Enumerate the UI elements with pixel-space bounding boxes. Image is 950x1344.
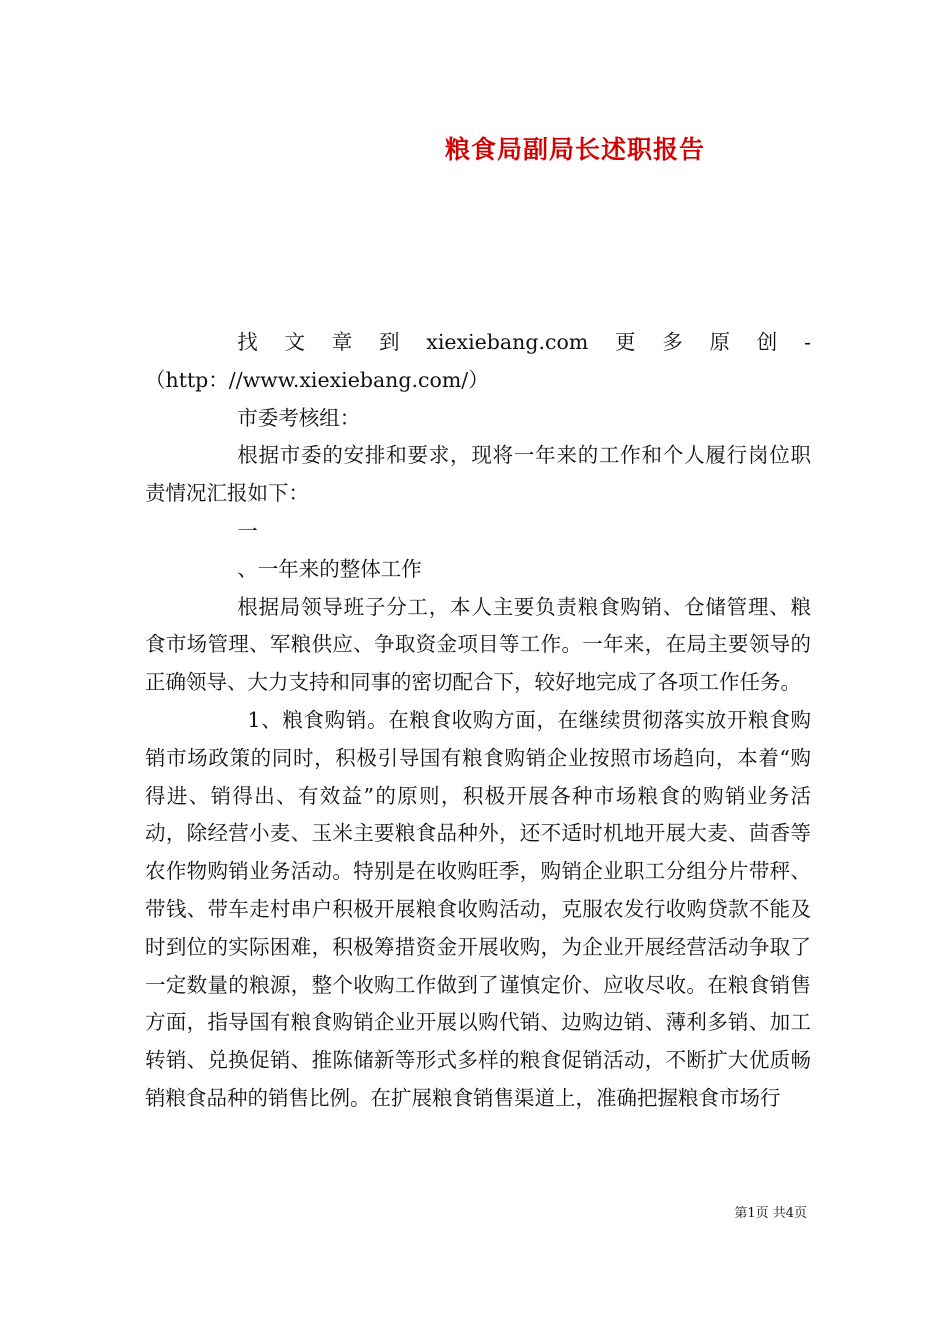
intro-paragraph: 根据市委的安排和要求，现将一年来的工作和个人履行岗位职责情况汇报如下：	[145, 443, 811, 506]
document-body	[145, 324, 811, 1118]
overview-paragraph: 根据局领导班子分工，本人主要负责粮食购销、仓储管理、粮食市场管理、军粮供应、争取资金项目等工作。一年来，在局主要领导的正确领导、大力支持和同事的密切配合下，较好地完成了各项工作任务。	[145, 594, 811, 695]
document-title: 粮食局副局长述职报告	[444, 135, 705, 164]
salutation: 市委考核组：	[237, 405, 361, 430]
section-heading: 、一年来的整体工作	[237, 556, 422, 581]
page-footer: 第1页 共4页	[734, 1206, 807, 1221]
grain-trade-paragraph: 1、粮食购销。在粮食收购方面，在继续贯彻落实放开粮食购销市场政策的同时，积极引导国有粮食购销企业按照市场趋向，本着“购得进、销得出、有效益”的原则，积极开展各种市场粮食的购销业务活动，除经营小麦、玉米主要粮食品种外，还不适时机地开展大麦、茴香等农作物购销业务活动。特别是在收购旺季，购销企业职工分组分片带秤、带钱、带车走村串户积极开展粮食收购活动，克服农发行收购贷款不能及时到位的实际困难，积极筹措资金开展收购，为企业开展经营活动争取了一定数量的粮源，整个收购工作做到了谨慎定价、应收尽收。在粮食销售方面，指导国有粮食购销企业开展以购代销、边购边销、薄利多销、加工转销、兑换促销、推陈储新等形式多样的粮食促销活动，不断扩大优质畅销粮食品种的销售比例。在扩展粮食销售渠道上，准确把握粮食市场行	[145, 707, 811, 1110]
section-number: 一	[237, 518, 258, 543]
source-note-paragraph: 找文章到xiexiebang.com更多原创-（http：//www.xiexiebang.com/）	[145, 330, 811, 392]
